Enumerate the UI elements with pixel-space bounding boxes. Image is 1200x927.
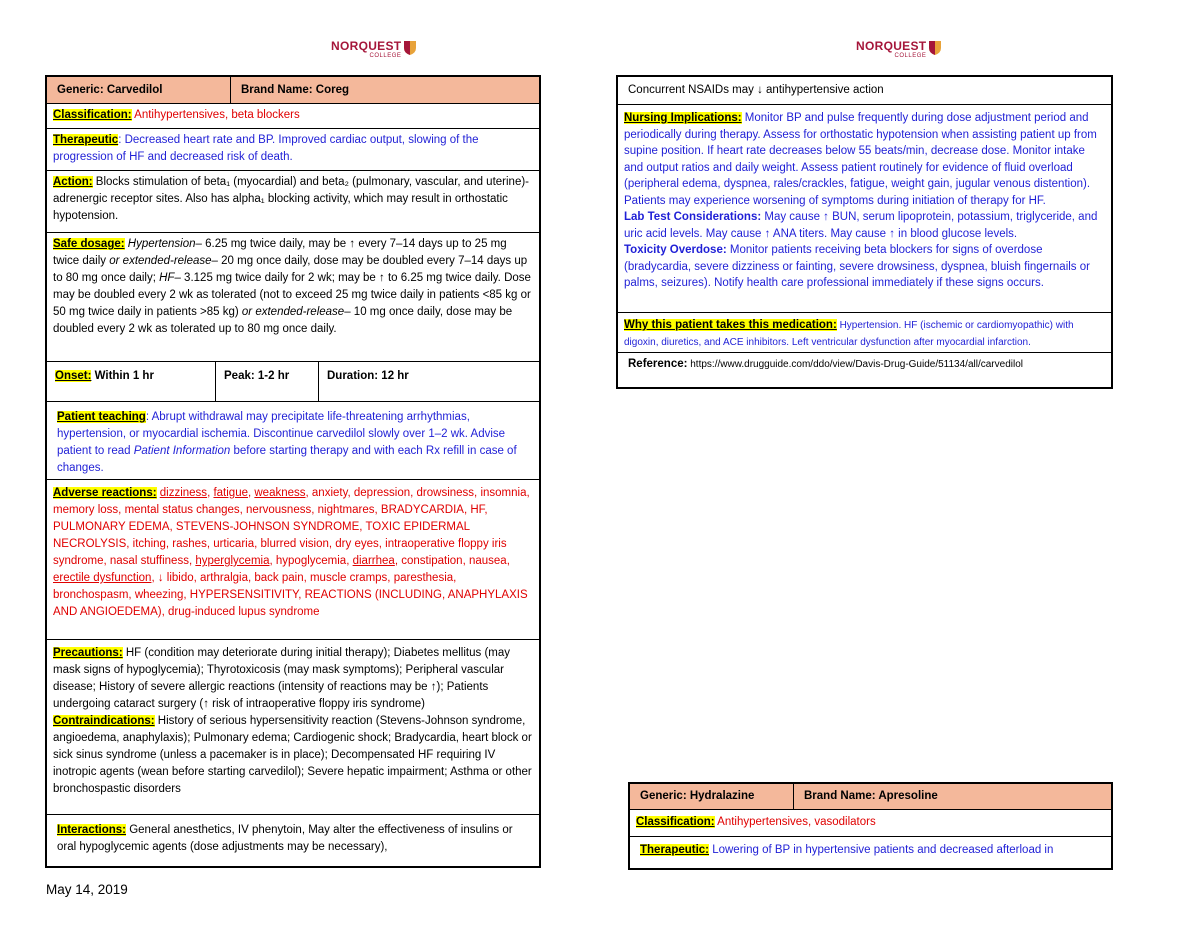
carvedilol-continued-card <box>616 75 1113 389</box>
interactions-row <box>47 815 539 859</box>
adverse-text: diarrhea <box>352 555 395 567</box>
reference-label: Reference: <box>628 358 688 370</box>
interactions-text: General anesthetics, IV phenytoin, May alter the effectiveness of insulins or oral hypoglycemic agents (dose adjustments may be necessary), <box>57 824 513 853</box>
interactions-label: Interactions: <box>57 824 127 836</box>
adverse-text: fatigue <box>213 487 248 499</box>
logo-sub: COLLEGE <box>894 53 927 59</box>
dosage-text: HF <box>159 272 175 284</box>
precautions-label: Precautions: <box>53 647 123 659</box>
logo-shield-icon <box>403 40 417 56</box>
dosage-text: – 20 mg once daily, dose may be doubled every 7–14 days up to 80 mg once daily; <box>53 255 528 284</box>
therapeutic-label: Therapeutic <box>53 134 119 146</box>
contraindications-label: Contraindications: <box>53 715 155 727</box>
dosage-label: Safe dosage: <box>53 238 125 250</box>
onset-label: Onset: <box>55 370 92 382</box>
reference-row <box>618 353 1111 376</box>
why-label: Why this patient takes this medication: <box>624 319 837 331</box>
action-text: Blocks stimulation of beta₁ (myocardial) and beta₂ (pulmonary, vascular, and uterine)-adrenergic receptor sites. Also has alpha₁ blocking activity, which may result in orthostatic hypotension. <box>53 176 529 222</box>
precautions-row <box>47 640 539 815</box>
adverse-text: , anxiety, depression, drowsiness, insomnia, memory loss, mental status changes, nervousness, nightmares, BRADYCARDIA, HF, PULMONARY EDEMA, STEVENS-JOHNSON SYNDROME, TOXIC EPIDERMAL NECROLYSIS, itching, rashes, urticaria, blurred vision, dry eyes, intraoperative floppy iris syndrome, nasal stuffiness, <box>53 487 530 567</box>
logo-name: NORQUEST <box>331 39 402 53</box>
logo-name: NORQUEST <box>856 39 927 53</box>
peak-cell: Peak: 1-2 hr <box>216 362 319 401</box>
adverse-row <box>47 480 539 640</box>
classification-text: Antihypertensives, beta blockers <box>131 109 300 121</box>
carvedilol-card <box>45 75 541 868</box>
adverse-text: hyperglycemia <box>195 555 270 567</box>
dosage-row <box>47 233 539 362</box>
dosage-text: or extended-release <box>241 306 345 318</box>
toxicity-label: Toxicity Overdose: <box>624 244 727 256</box>
dosage-text: – 10 mg once daily, dose may be doubled every 2 wk as tolerated up to 80 mg once daily. <box>53 306 513 335</box>
therapeutic-label: Therapeutic: <box>640 844 710 856</box>
norquest-logo-left <box>331 40 417 59</box>
concurrent-text: Concurrent NSAIDs may ↓ antihypertensive action <box>628 84 884 96</box>
drug-header <box>630 784 1111 810</box>
action-row <box>47 171 539 233</box>
therapeutic-text: : Decreased heart rate and BP. Improved cardiac output, slowing of the progression of HF and decreased risk of death. <box>53 134 479 163</box>
hydralazine-card <box>628 782 1113 870</box>
teaching-label: Patient teaching <box>57 411 146 423</box>
norquest-logo-right <box>856 40 942 59</box>
teaching-text: Patient Information <box>133 445 234 457</box>
dosage-text: or extended-release <box>109 255 212 267</box>
why-row <box>618 313 1111 353</box>
nursing-label: Nursing Implications: <box>624 112 742 124</box>
footer-date: May 14, 2019 <box>46 882 128 897</box>
lab-label: Lab Test Considerations: <box>624 211 762 223</box>
dosage-text: – 6.25 mg twice daily, may be ↑ every 7–14 days up to 25 mg twice daily <box>53 238 507 267</box>
duration-cell: Duration: 12 hr <box>327 370 409 382</box>
lab-text: May cause ↑ BUN, serum lipoprotein, potassium, triglyceride, and uric acid levels. May cause ↑ ANA titers. May cause ↑ in blood glucose levels. <box>624 211 1098 240</box>
adverse-text: , <box>247 487 255 499</box>
logo-shield-icon <box>928 40 942 56</box>
onset-text: Within 1 hr <box>91 370 154 382</box>
nursing-text: Monitor BP and pulse frequently during dose adjustment period and periodically during therapy. Assess for orthostatic hypotension when assisting patient up from supine position. If heart rate decreases below 55 beats/min, decrease dose. Monitor intake and output ratios and daily weight. Assess patient routinely for evidence of fluid overload (peripheral edema, dyspnea, rales/crackles, fatigue, weight gain, jugular venous distention). Patients may experience worsening of symptoms during initiation of therapy for HF. <box>624 112 1097 207</box>
adverse-text: , ↓ libido, arthralgia, back pain, muscle cramps, paresthesia, bronchospasm, wheezing, HYPERSENSITIVITY, REACTIONS (INCLUDING, ANAPHYLAXIS AND ANGIOEDEMA), drug-induced lupus syndrome <box>53 572 528 618</box>
drug-header <box>47 77 539 104</box>
reference-text: https://www.drugguide.com/ddo/view/Davis-Drug-Guide/51134/all/carvedilol <box>687 359 1023 370</box>
classification-label: Classification: <box>636 816 715 828</box>
adverse-text: erectile dysfunction <box>53 572 152 584</box>
therapeutic-text: Lowering of BP in hypertensive patients and decreased afterload in <box>709 844 1054 856</box>
toxicity-text: Monitor patients receiving beta blockers for signs of overdose (bradycardia, severe dizziness or fainting, severe drowsiness, dyspnea, bluish fingernails or palms, seizures). Notify health care professional immediately if these signs occurs. <box>624 244 1090 289</box>
action-label: Action: <box>53 176 93 188</box>
classification-row <box>47 104 539 129</box>
concurrent-row <box>618 77 1111 105</box>
precautions-text: HF (condition may deteriorate during initial therapy); Diabetes mellitus (may mask signs of hypoglycemia); Thyrotoxicosis (may mask symptoms); Peripheral vascular disease; History of severe allergic reactions (intensity of reactions may be ↑); Patients undergoing cataract surgery (↑ risk of intraoperative floppy iris syndrome) <box>53 647 510 710</box>
dosage-text: – 3.125 mg twice daily for 2 wk; may be ↑ to 6.25 mg twice daily. Dose may be doubled every 2 wk as tolerated (not to exceed 25 mg twice daily in patients <85 kg or 50 mg twice daily in patients >85 kg) <box>53 272 531 318</box>
adverse-text: , <box>207 487 214 499</box>
adverse-text: , constipation, nausea, <box>394 555 510 567</box>
nursing-row <box>618 105 1111 313</box>
contraindications-text: History of serious hypersensitivity reaction (Stevens-Johnson syndrome, angioedema, anaphylaxis); Pulmonary edema; Cardiogenic shock; Bradycardia, heart block or sick sinus syndrome (unless a pacemaker is in place); Decompensated HF requiring IV inotropic agents (wean before starting carvedilol); Severe hepatic impairment; Asthma or other bronchospastic disorders <box>53 715 532 795</box>
logo-sub: COLLEGE <box>369 53 402 59</box>
dosage-text: Hypertension <box>124 238 196 250</box>
therapeutic-row <box>630 837 1111 862</box>
classification-text: Antihypertensives, vasodilators <box>714 816 876 828</box>
generic-name: Generic: Hydralazine <box>630 784 794 809</box>
teaching-row <box>47 402 539 480</box>
adverse-label: Adverse reactions: <box>53 487 157 499</box>
brand-name: Brand Name: Coreg <box>241 84 349 96</box>
teaching-text: : Abrupt withdrawal may precipitate life-threatening arrhythmias, hypertension, or myocardial ischemia. Discontinue carvedilol slowly over 1–2 wk. Advise patient to read <box>57 411 506 457</box>
adverse-text: weakness <box>254 487 306 499</box>
timing-row <box>47 362 539 402</box>
why-text: Hypertension. HF (ischemic or cardiomyopathic) with digoxin, diuretics, and ACE inhibitors. Left ventricular dysfunction after myocardial infarction. <box>624 320 1074 348</box>
classification-label: Classification: <box>53 109 132 121</box>
adverse-text: dizziness <box>159 487 208 499</box>
classification-row <box>630 810 1111 837</box>
brand-name: Brand Name: Apresoline <box>804 790 938 802</box>
teaching-text: before starting therapy and with each Rx refill in case of changes. <box>57 445 517 474</box>
onset-cell <box>47 362 216 401</box>
therapeutic-row <box>47 129 539 171</box>
generic-name: Generic: Carvedilol <box>47 77 231 103</box>
adverse-text: , hypoglycemia, <box>269 555 353 567</box>
